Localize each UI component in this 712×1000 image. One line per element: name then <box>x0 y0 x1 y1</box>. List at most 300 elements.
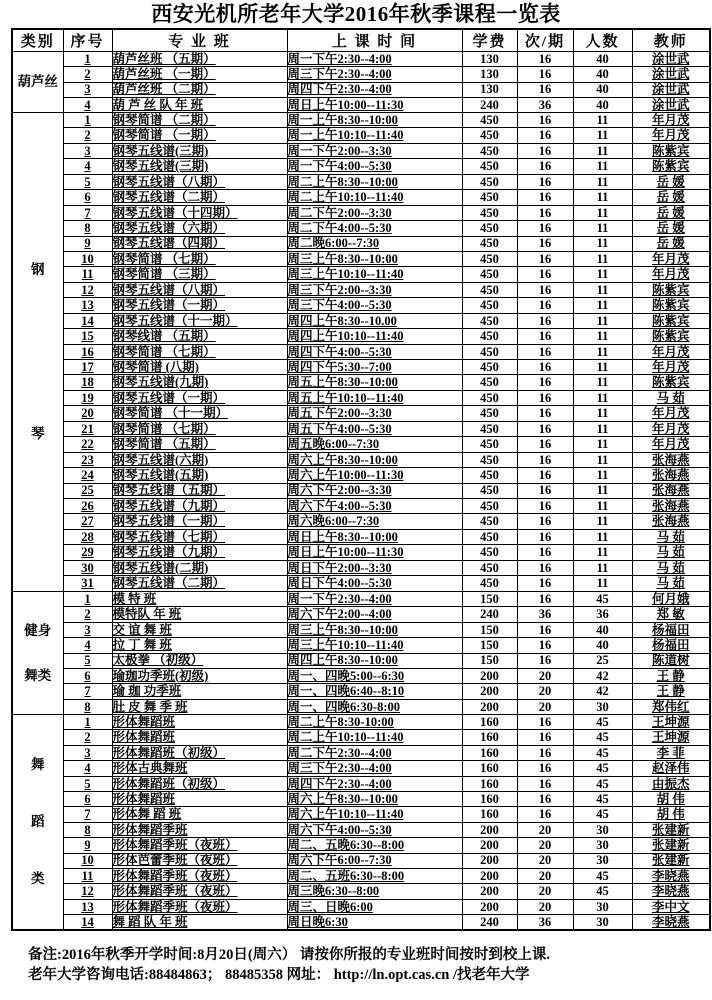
table-row <box>12 483 710 498</box>
sessions-value: 20 <box>517 884 573 899</box>
sessions-value: 16 <box>517 128 573 143</box>
class-time: 周三下午2:30--4:00 <box>287 761 462 776</box>
row-number: 7 <box>63 205 112 220</box>
category-label: 琴 <box>31 426 45 442</box>
sessions-value: 16 <box>517 807 573 822</box>
class-time: 周六下午4:00--5:30 <box>287 498 462 513</box>
sessions-value: 16 <box>517 360 573 375</box>
sessions-value: 20 <box>517 838 573 853</box>
tuition-value: 450 <box>462 498 517 513</box>
tuition-value: 450 <box>462 143 517 158</box>
tuition-value: 450 <box>462 282 517 297</box>
class-time: 周日上午10:00--11:30 <box>287 545 462 560</box>
tuition-value: 450 <box>462 267 517 282</box>
teacher-name: 李晓燕 <box>632 868 710 883</box>
class-name: 葫 芦 丝 队 年 班 <box>112 97 287 112</box>
capacity-value: 11 <box>573 313 632 328</box>
capacity-value: 11 <box>573 174 632 189</box>
sessions-value: 20 <box>517 699 573 714</box>
tuition-value: 450 <box>462 545 517 560</box>
tuition-value: 450 <box>462 421 517 436</box>
class-name: 钢琴五线谱（二期） <box>112 190 287 205</box>
tuition-value: 450 <box>462 483 517 498</box>
header-number: 序号 <box>63 29 112 52</box>
table-row <box>12 761 710 776</box>
teacher-name: 年月茂 <box>632 113 710 128</box>
class-time: 周六下午2:00--4:00 <box>287 607 462 622</box>
table-row <box>12 529 710 544</box>
class-name: 钢琴五线谱(三期) <box>112 143 287 158</box>
class-time: 周一、四晚6:40--8:10 <box>287 684 462 699</box>
sessions-value: 16 <box>517 437 573 452</box>
course-table-body <box>12 52 710 931</box>
row-number: 24 <box>63 468 112 483</box>
note-line-2: 老年大学咨询电话:88484863； 88485358 网址： http://ln.opt.cas.cn /找老年大学 <box>28 966 530 983</box>
sessions-value: 16 <box>517 344 573 359</box>
header-teacher: 教师 <box>632 29 710 52</box>
teacher-name: 陈紫宾 <box>632 329 710 344</box>
capacity-value: 30 <box>573 899 632 914</box>
category-label: 类 <box>31 871 45 887</box>
teacher-name: 岳 媛 <box>632 221 710 236</box>
capacity-value: 11 <box>573 205 632 220</box>
tuition-value: 150 <box>462 638 517 653</box>
row-number: 6 <box>63 190 112 205</box>
class-name: 肚 皮 舞 季 班 <box>112 699 287 714</box>
sessions-value: 16 <box>517 282 573 297</box>
tuition-value: 450 <box>462 113 517 128</box>
sessions-value: 16 <box>517 236 573 251</box>
class-time: 周三、日晚6:00 <box>287 899 462 914</box>
class-time: 周六晚6:00--7:30 <box>287 514 462 529</box>
teacher-name: 陈紫宾 <box>632 282 710 297</box>
class-time: 周日上午10:00--11:30 <box>287 97 462 112</box>
teacher-name: 陈道树 <box>632 653 710 668</box>
teacher-name: 陈紫宾 <box>632 159 710 174</box>
class-name: 形体舞蹈季班（夜班） <box>112 868 287 883</box>
tuition-value: 150 <box>462 653 517 668</box>
sessions-value: 16 <box>517 190 573 205</box>
teacher-name: 年月茂 <box>632 251 710 266</box>
tuition-value: 150 <box>462 622 517 637</box>
sessions-value: 16 <box>517 143 573 158</box>
class-time: 周三上午8:30--10:00 <box>287 622 462 637</box>
capacity-value: 11 <box>573 421 632 436</box>
tuition-value: 200 <box>462 684 517 699</box>
capacity-value: 11 <box>573 390 632 405</box>
class-time: 周二下午4:00--5:30 <box>287 221 462 236</box>
class-time: 周日下午4:00--5:30 <box>287 576 462 592</box>
header-category: 类别 <box>12 29 63 52</box>
capacity-value: 30 <box>573 838 632 853</box>
row-number: 7 <box>63 807 112 822</box>
teacher-name: 年月茂 <box>632 128 710 143</box>
teacher-name: 马 茹 <box>632 545 710 560</box>
tuition-value: 450 <box>462 251 517 266</box>
capacity-value: 11 <box>573 143 632 158</box>
category-label: 健身 <box>24 622 52 638</box>
row-number: 21 <box>63 421 112 436</box>
class-time: 周六下午2:00--3:30 <box>287 483 462 498</box>
header-sessions: 次/期 <box>517 29 573 52</box>
sessions-value: 16 <box>517 267 573 282</box>
class-time: 周四上午8:30--10.00 <box>287 313 462 328</box>
row-number: 28 <box>63 529 112 544</box>
class-name: 钢琴五线谱（六期） <box>112 221 287 236</box>
class-name: 形体舞蹈班（初级） <box>112 776 287 791</box>
class-time: 周二下午2:00--3:30 <box>287 205 462 220</box>
capacity-value: 40 <box>573 67 632 82</box>
tuition-value: 450 <box>462 329 517 344</box>
class-time: 周三上午10:10--11:40 <box>287 638 462 653</box>
sessions-value: 16 <box>517 545 573 560</box>
tuition-value: 200 <box>462 668 517 683</box>
tuition-value: 450 <box>462 576 517 592</box>
teacher-name: 涂世武 <box>632 52 710 67</box>
row-number: 1 <box>63 592 112 607</box>
capacity-value: 11 <box>573 576 632 592</box>
sessions-value: 16 <box>517 375 573 390</box>
row-number: 15 <box>63 329 112 344</box>
row-number: 5 <box>63 776 112 791</box>
table-row <box>12 684 710 699</box>
sessions-value: 16 <box>517 529 573 544</box>
class-name: 钢琴简谱 （三期） <box>112 267 287 282</box>
class-name: 钢琴简谱 （七期） <box>112 251 287 266</box>
class-time: 周二上午10:10--11:40 <box>287 190 462 205</box>
tuition-value: 160 <box>462 791 517 806</box>
table-row <box>12 421 710 436</box>
row-number: 7 <box>63 684 112 699</box>
row-number: 12 <box>63 282 112 297</box>
class-name: 葫芦丝班 （五期） <box>112 52 287 67</box>
teacher-name: 张海燕 <box>632 498 710 513</box>
class-name: 钢琴简谱 (八期) <box>112 360 287 375</box>
sessions-value: 36 <box>517 607 573 622</box>
row-number: 25 <box>63 483 112 498</box>
table-row <box>12 205 710 220</box>
class-time: 周四下午4:00--5:30 <box>287 344 462 359</box>
sessions-value: 16 <box>517 791 573 806</box>
row-number: 5 <box>63 174 112 189</box>
class-name: 形体舞蹈班（初级） <box>112 745 287 760</box>
tuition-value: 240 <box>462 915 517 930</box>
sessions-value: 20 <box>517 822 573 837</box>
class-time: 周一上午10:10--11:40 <box>287 128 462 143</box>
class-name: 钢琴五线谱（五期） <box>112 483 287 498</box>
tuition-value: 450 <box>462 437 517 452</box>
teacher-name: 赵泽伟 <box>632 761 710 776</box>
tuition-value: 450 <box>462 406 517 421</box>
tuition-value: 450 <box>462 236 517 251</box>
class-time: 周三晚6:30--8:00 <box>287 884 462 899</box>
class-name: 钢琴五线谱（十一期） <box>112 313 287 328</box>
teacher-name: 张海燕 <box>632 483 710 498</box>
class-name: 太极拳 （初级） <box>112 653 287 668</box>
class-name: 形体古典舞班 <box>112 761 287 776</box>
table-row <box>12 390 710 405</box>
class-time: 周六上午8:30--10:00 <box>287 452 462 467</box>
capacity-value: 11 <box>573 437 632 452</box>
class-name: 钢琴简谱 （一期） <box>112 128 287 143</box>
table-row <box>12 791 710 806</box>
capacity-value: 45 <box>573 791 632 806</box>
teacher-name: 马 茹 <box>632 390 710 405</box>
class-name: 形体舞蹈班 <box>112 791 287 806</box>
tuition-value: 240 <box>462 607 517 622</box>
class-time: 周六下午4:00--5:30 <box>287 822 462 837</box>
table-row <box>12 236 710 251</box>
row-number: 1 <box>63 52 112 67</box>
header-class: 专 业 班 <box>112 29 287 52</box>
capacity-value: 30 <box>573 699 632 714</box>
table-row <box>12 267 710 282</box>
teacher-name: 涂世武 <box>632 97 710 112</box>
class-name: 形体舞蹈班 <box>112 730 287 745</box>
class-time: 周二晚6:00--7:30 <box>287 236 462 251</box>
capacity-value: 40 <box>573 97 632 112</box>
table-row <box>12 375 710 390</box>
capacity-value: 25 <box>573 653 632 668</box>
tuition-value: 450 <box>462 174 517 189</box>
class-name: 舞 蹈 队 年 班 <box>112 915 287 930</box>
table-row <box>12 313 710 328</box>
capacity-value: 11 <box>573 529 632 544</box>
teacher-name: 杨福田 <box>632 638 710 653</box>
row-number: 18 <box>63 375 112 390</box>
class-name: 钢琴简谱 （二期） <box>112 113 287 128</box>
row-number: 2 <box>63 730 112 745</box>
class-name: 钢琴简谱 （十一期） <box>112 406 287 421</box>
teacher-name: 张建新 <box>632 838 710 853</box>
sessions-value: 16 <box>517 329 573 344</box>
capacity-value: 11 <box>573 375 632 390</box>
class-time: 周三下午2:30--4:00 <box>287 67 462 82</box>
sessions-value: 20 <box>517 668 573 683</box>
class-name: 形体舞蹈季班（夜班） <box>112 838 287 853</box>
class-time: 周六下午6:00--7:30 <box>287 853 462 868</box>
class-time: 周一上午8:30--10:00 <box>287 113 462 128</box>
teacher-name: 何月娥 <box>632 592 710 607</box>
capacity-value: 11 <box>573 298 632 313</box>
capacity-value: 30 <box>573 822 632 837</box>
row-number: 10 <box>63 251 112 266</box>
class-name: 钢琴五线谱（八期） <box>112 174 287 189</box>
class-time: 周一、四晚5:00--6:30 <box>287 668 462 683</box>
sessions-value: 20 <box>517 868 573 883</box>
class-time: 周二上午10:10--11:40 <box>287 730 462 745</box>
class-name: 形体舞蹈季班（夜班） <box>112 899 287 914</box>
capacity-value: 40 <box>573 638 632 653</box>
class-time: 周三上午10:10--11:40 <box>287 267 462 282</box>
sessions-value: 16 <box>517 205 573 220</box>
sessions-value: 16 <box>517 592 573 607</box>
sessions-value: 16 <box>517 113 573 128</box>
sessions-value: 16 <box>517 761 573 776</box>
tuition-value: 450 <box>462 190 517 205</box>
class-name: 形体舞蹈季班（夜班） <box>112 884 287 899</box>
class-time: 周五晚6:00--7:30 <box>287 437 462 452</box>
sessions-value: 16 <box>517 730 573 745</box>
table-row <box>12 915 710 930</box>
class-time: 周二下午2:30--4:00 <box>287 745 462 760</box>
sessions-value: 16 <box>517 638 573 653</box>
tuition-value: 200 <box>462 838 517 853</box>
class-time: 周六上午10:10--11:40 <box>287 807 462 822</box>
class-time: 周六上午8:30--10:00 <box>287 791 462 806</box>
table-row <box>12 468 710 483</box>
row-number: 20 <box>63 406 112 421</box>
class-name: 钢琴五线谱(二期) <box>112 560 287 575</box>
row-number: 9 <box>63 236 112 251</box>
class-time: 周三下午4:00--5:30 <box>287 298 462 313</box>
tuition-value: 160 <box>462 807 517 822</box>
tuition-value: 450 <box>462 313 517 328</box>
row-number: 10 <box>63 853 112 868</box>
row-number: 1 <box>63 113 112 128</box>
sessions-value: 16 <box>517 452 573 467</box>
tuition-value: 450 <box>462 128 517 143</box>
row-number: 2 <box>63 67 112 82</box>
class-time: 周五下午4:00--5:30 <box>287 421 462 436</box>
row-number: 26 <box>63 498 112 513</box>
class-time: 周一、四晚6:30-8:00 <box>287 699 462 714</box>
class-name: 钢琴简谱 （七期） <box>112 421 287 436</box>
table-row <box>12 143 710 158</box>
teacher-name: 年月茂 <box>632 344 710 359</box>
class-name: 钢琴简谱 （五期） <box>112 437 287 452</box>
row-number: 4 <box>63 638 112 653</box>
teacher-name: 王 静 <box>632 684 710 699</box>
table-row <box>12 329 710 344</box>
table-row <box>12 174 710 189</box>
tuition-value: 150 <box>462 592 517 607</box>
table-row <box>12 776 710 791</box>
sessions-value: 16 <box>517 514 573 529</box>
class-name: 钢琴五线谱（十四期） <box>112 205 287 220</box>
class-time: 周一下午2:00--3:30 <box>287 143 462 158</box>
row-number: 8 <box>63 822 112 837</box>
capacity-value: 11 <box>573 128 632 143</box>
table-row <box>12 653 710 668</box>
teacher-name: 由振杰 <box>632 776 710 791</box>
teacher-name: 马 茹 <box>632 576 710 592</box>
capacity-value: 11 <box>573 344 632 359</box>
tuition-value: 450 <box>462 390 517 405</box>
teacher-name: 陈紫宾 <box>632 298 710 313</box>
teacher-name: 涂世武 <box>632 82 710 97</box>
class-name: 形体舞蹈季班 <box>112 822 287 837</box>
row-number: 19 <box>63 390 112 405</box>
teacher-name: 涂世武 <box>632 67 710 82</box>
row-number: 23 <box>63 452 112 467</box>
sessions-value: 16 <box>517 576 573 592</box>
row-number: 4 <box>63 97 112 112</box>
row-number: 3 <box>63 622 112 637</box>
table-row <box>12 745 710 760</box>
class-time: 周二上午8:30--10:00 <box>287 174 462 189</box>
table-row <box>12 360 710 375</box>
row-number: 6 <box>63 668 112 683</box>
table-row <box>12 730 710 745</box>
sessions-value: 16 <box>517 251 573 266</box>
capacity-value: 45 <box>573 592 632 607</box>
capacity-value: 11 <box>573 251 632 266</box>
row-number: 13 <box>63 899 112 914</box>
tuition-value: 200 <box>462 853 517 868</box>
row-number: 3 <box>63 82 112 97</box>
table-row <box>12 52 710 67</box>
row-number: 3 <box>63 745 112 760</box>
capacity-value: 11 <box>573 190 632 205</box>
sessions-value: 16 <box>517 390 573 405</box>
sessions-value: 16 <box>517 52 573 67</box>
row-number: 14 <box>63 313 112 328</box>
table-row <box>12 282 710 297</box>
sessions-value: 16 <box>517 298 573 313</box>
tuition-value: 450 <box>462 344 517 359</box>
capacity-value: 45 <box>573 761 632 776</box>
header-capacity: 人数 <box>573 29 632 52</box>
sessions-value: 16 <box>517 221 573 236</box>
class-name: 瑜 珈 功季班 <box>112 684 287 699</box>
capacity-value: 11 <box>573 452 632 467</box>
sessions-value: 16 <box>517 67 573 82</box>
table-row <box>12 251 710 266</box>
teacher-name: 李 菲 <box>632 745 710 760</box>
table-row <box>12 715 710 730</box>
sessions-value: 16 <box>517 313 573 328</box>
capacity-value: 11 <box>573 267 632 282</box>
row-number: 22 <box>63 437 112 452</box>
row-number: 30 <box>63 560 112 575</box>
tuition-value: 450 <box>462 221 517 236</box>
class-name: 交 谊 舞 班 <box>112 622 287 637</box>
table-row <box>12 899 710 914</box>
table-row <box>12 67 710 82</box>
capacity-value: 30 <box>573 853 632 868</box>
teacher-name: 王坤源 <box>632 715 710 730</box>
capacity-value: 40 <box>573 52 632 67</box>
teacher-name: 岳 媛 <box>632 205 710 220</box>
capacity-value: 45 <box>573 807 632 822</box>
class-name: 形体芭蕾季班（夜班） <box>112 853 287 868</box>
table-row <box>12 498 710 513</box>
table-row <box>12 545 710 560</box>
teacher-name: 年月茂 <box>632 360 710 375</box>
row-number: 2 <box>63 128 112 143</box>
tuition-value: 450 <box>462 375 517 390</box>
class-time: 周一下午4:00--5:30 <box>287 159 462 174</box>
class-time: 周一下午2:30--4:00 <box>287 592 462 607</box>
sessions-value: 16 <box>517 483 573 498</box>
teacher-name: 王坤源 <box>632 730 710 745</box>
teacher-name: 年月茂 <box>632 437 710 452</box>
row-number: 14 <box>63 915 112 930</box>
tuition-value: 160 <box>462 761 517 776</box>
category-label: 葫芦丝 <box>17 74 58 90</box>
class-name: 模 特 班 <box>112 592 287 607</box>
class-name: 形体舞蹈班 <box>112 715 287 730</box>
category-cell <box>12 592 63 715</box>
class-name: 钢琴五线谱(五期) <box>112 468 287 483</box>
teacher-name: 胡 伟 <box>632 807 710 822</box>
table-row <box>12 807 710 822</box>
table-row <box>12 298 710 313</box>
sessions-value: 16 <box>517 776 573 791</box>
capacity-value: 11 <box>573 545 632 560</box>
tuition-value: 200 <box>462 868 517 883</box>
